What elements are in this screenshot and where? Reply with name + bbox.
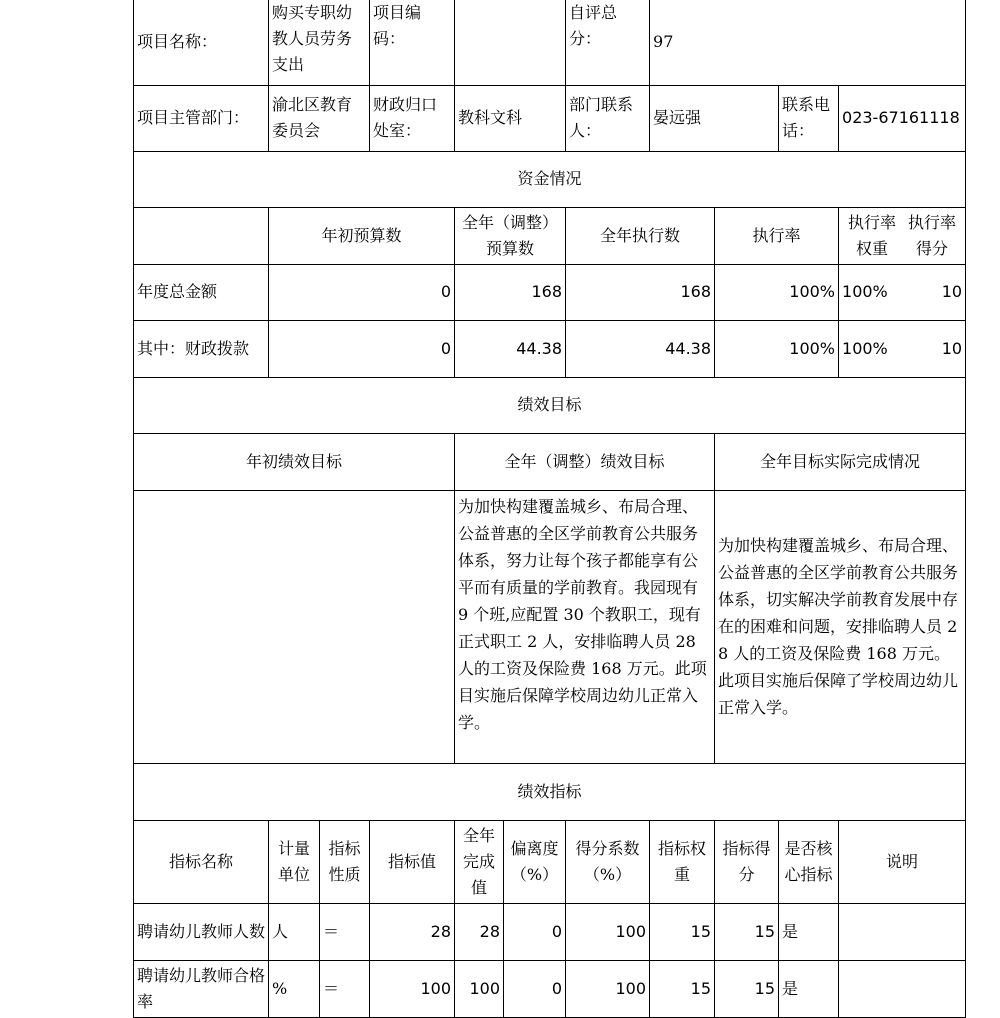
indicator-header-weight: 指标权重: [650, 820, 715, 903]
indicator-row-1-unit: 人: [269, 903, 320, 960]
indicator-row-1-note: [839, 903, 966, 960]
finance-office-value: 教科文科: [455, 85, 566, 151]
funds-header-rate-weight-text: 执行率权重: [848, 212, 897, 258]
funds-row-total-rate: 100%: [715, 264, 839, 320]
indicator-row-2-actual: 100: [455, 960, 504, 1017]
goals-header-adjusted: 全年（调整）绩效目标: [455, 433, 715, 490]
funds-row-total-score: 10: [941, 282, 963, 301]
indicator-row-1-nature: ＝: [320, 903, 370, 960]
indicator-header-target: 指标值: [370, 820, 455, 903]
contact-label: 部门联系人：: [566, 85, 650, 151]
indicator-row-1-actual: 28: [455, 903, 504, 960]
self-score-value: 97: [650, 0, 966, 85]
funds-row-total-weight: 100%: [842, 282, 888, 301]
indicator-row-1-deviation: 0: [504, 903, 566, 960]
funds-section-title: 资金情况: [134, 151, 966, 207]
funds-row-fiscal-score: 10: [941, 338, 963, 358]
funds-row-total-adjusted: 168: [455, 264, 566, 320]
indicator-row-2-target: 100: [370, 960, 455, 1017]
funds-row-total-initial: 0: [269, 264, 455, 320]
indicator-header-actual: 全年完成值: [455, 820, 504, 903]
funds-row-fiscal-rate: 100%: [715, 320, 839, 377]
indicator-row-1-coefficient: 100: [566, 903, 650, 960]
funds-row-fiscal-adjusted: 44.38: [455, 320, 566, 377]
goals-adjusted-text: 为加快构建覆盖城乡、布局合理、公益普惠的全区学前教育公共服务体系，努力让每个孩子都能享有公平而有质量的学前教育。我园现有 9 个班,应配置 30 个教职工，现有正式职工 2 人，安排临聘人员 28 人的工资及保险费 168 万元。此项目实施后保障学校周边幼儿正常入学。: [455, 490, 715, 763]
funds-row-fiscal-initial: 0: [269, 320, 455, 377]
funds-row-fiscal-weight-score: [839, 320, 966, 377]
phone-label: 联系电话：: [779, 85, 839, 151]
goals-header-actual: 全年目标实际完成情况: [715, 433, 966, 490]
indicator-row-1-core: 是: [779, 903, 839, 960]
indicator-row-1-score: 15: [715, 903, 779, 960]
indicator-row-2-unit: %: [269, 960, 320, 1017]
indicator-row-2-weight: 15: [650, 960, 715, 1017]
indicator-row-2-nature: ＝: [320, 960, 370, 1017]
indicator-header-score: 指标得分: [715, 820, 779, 903]
indicator-row-2-score: 15: [715, 960, 779, 1017]
indicators-section-title: 绩效指标: [134, 763, 966, 820]
project-code-label: 项目编码：: [370, 0, 455, 85]
indicator-header-coefficient: 得分系数（%）: [566, 820, 650, 903]
indicator-header-note: 说明: [839, 820, 966, 903]
indicator-row-1-name: 聘请幼儿教师人数: [134, 903, 269, 960]
funds-row-fiscal-weight: 100%: [842, 338, 888, 358]
self-score-label: 自评总分：: [566, 0, 650, 85]
indicator-header-unit: 计量单位: [269, 820, 320, 903]
indicator-row-2-note: [839, 960, 966, 1017]
indicator-row-1-target: 28: [370, 903, 455, 960]
funds-header-adjusted-budget: 全年（调整）预算数: [455, 207, 566, 264]
funds-header-rate-score-text: 执行率得分: [908, 212, 957, 258]
indicator-row-1-weight: 15: [650, 903, 715, 960]
project-code-value: [455, 0, 566, 85]
funds-row-fiscal-label: 其中：财政拨款: [134, 320, 269, 377]
funds-header-execution-rate: 执行率: [715, 207, 839, 264]
indicator-row-2-coefficient: 100: [566, 960, 650, 1017]
contact-value: 晏远强: [650, 85, 779, 151]
funds-row-total-executed: 168: [566, 264, 715, 320]
funds-row-total-weight-score: [839, 264, 966, 320]
project-name-value: 购买专职幼教人员劳务支出: [269, 0, 370, 85]
goals-section-title: 绩效目标: [134, 377, 966, 433]
funds-header-rate-weight: [839, 207, 966, 264]
goals-initial-text: [134, 490, 455, 763]
funds-header-initial-budget: 年初预算数: [269, 207, 455, 264]
indicator-header-nature: 指标性质: [320, 820, 370, 903]
indicator-row-2-deviation: 0: [504, 960, 566, 1017]
project-name-label: 项目名称：: [134, 0, 269, 85]
goals-actual-text: 为加快构建覆盖城乡、布局合理、公益普惠的全区学前教育公共服务体系，切实解决学前教育发展中存在的困难和问题，安排临聘人员 28 人的工资及保险费 168 万元。此项目实施后保障了学校周边幼儿正常入学。: [715, 490, 966, 763]
funds-header-blank: [134, 207, 269, 264]
dept-value: 渝北区教育委员会: [269, 85, 370, 151]
phone-value: 023-67161118: [839, 85, 966, 151]
indicator-header-deviation: 偏离度（%）: [504, 820, 566, 903]
funds-header-executed: 全年执行数: [566, 207, 715, 264]
indicator-row-2-core: 是: [779, 960, 839, 1017]
funds-row-fiscal-executed: 44.38: [566, 320, 715, 377]
indicator-row-2-name: 聘请幼儿教师合格率: [134, 960, 269, 1017]
finance-office-label: 财政归口处室：: [370, 85, 455, 151]
goals-header-initial: 年初绩效目标: [134, 433, 455, 490]
indicator-header-name: 指标名称: [134, 820, 269, 903]
indicator-header-core: 是否核心指标: [779, 820, 839, 903]
funds-row-total-label: 年度总金额: [134, 264, 269, 320]
dept-label: 项目主管部门：: [134, 85, 269, 151]
performance-evaluation-table: [133, 0, 966, 1018]
